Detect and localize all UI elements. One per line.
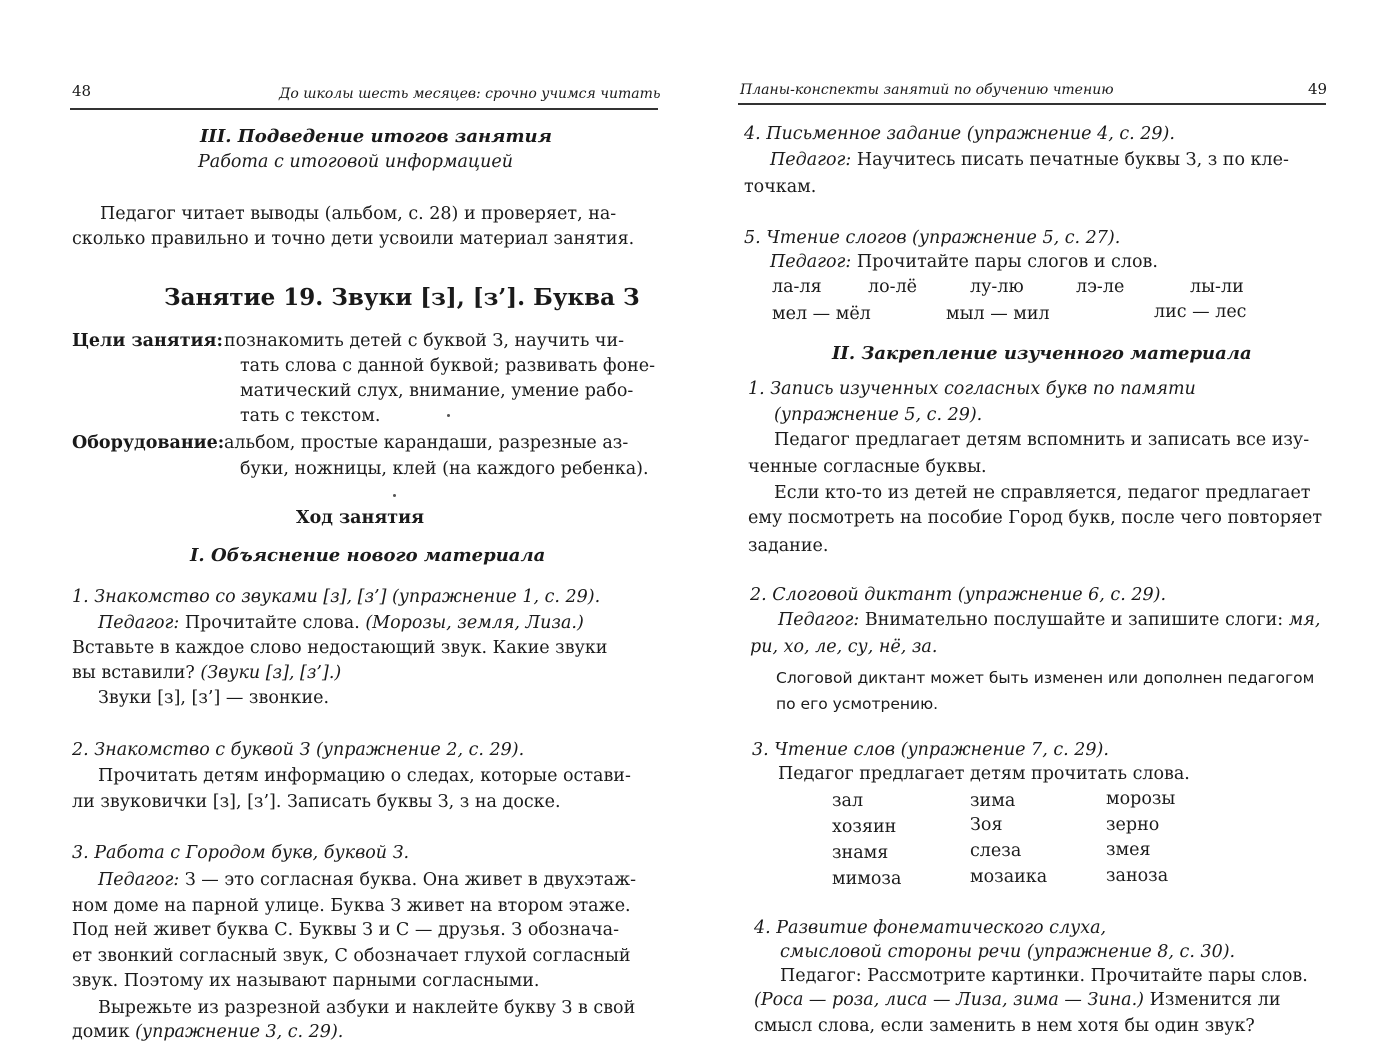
- word: морозы: [1106, 789, 1176, 809]
- equipment-line: альбом, простые карандаши, разрезные аз-: [224, 433, 629, 453]
- item-title: (упражнение 5, с. 29).: [774, 405, 983, 425]
- section-title: II. Закрепление изученного материала: [832, 343, 1252, 364]
- item-line: Под ней живет буква С. Буквы З и С — друзья. З обознача-: [72, 920, 620, 940]
- running-header: Планы-конспекты занятий по обучению чтению: [740, 82, 1114, 98]
- item-line: Прочитать детям информацию о следах, которые остави-: [98, 766, 631, 786]
- item-line: ему посмотреть на пособие Город букв, после чего повторяет: [748, 508, 1323, 528]
- word: хозяин: [832, 817, 897, 837]
- word-pair: мыл — мил: [946, 304, 1050, 324]
- print-speck: [447, 414, 450, 417]
- word: Зоя: [970, 815, 1003, 835]
- syllable: лу-лю: [970, 277, 1024, 297]
- item-line: ри, хо, ле, су, нё, за.: [750, 637, 938, 657]
- goals-line: тать с текстом.: [240, 406, 381, 426]
- goals-line: познакомить детей с буквой З, научить чи-: [224, 331, 625, 351]
- section-subtitle: Работа с итоговой информацией: [198, 152, 513, 172]
- item-line: ли звуковички [з], [з’]. Записать буквы З, з на доске.: [72, 792, 561, 812]
- syllable: ло-лё: [868, 277, 918, 297]
- item-line: Педагог: Рассмотрите картинки. Прочитайте пары слов.: [780, 966, 1308, 986]
- item-line: Педагог: Прочитайте слова. (Морозы, земля, Лиза.): [98, 613, 584, 633]
- item-line: звук. Поэтому их называют парными согласными.: [72, 971, 540, 991]
- item-title: 1. Запись изученных согласных букв по памяти: [748, 379, 1196, 399]
- item-title: 4. Развитие фонематического слуха,: [754, 918, 1107, 938]
- word: мимоза: [832, 869, 902, 889]
- course-heading: Ход занятия: [296, 508, 425, 528]
- word: змея: [1106, 840, 1151, 860]
- item-line: смысл слова, если заменить в нем хотя бы один звук?: [754, 1016, 1255, 1036]
- item-line: Педагог: Научитесь писать печатные буквы З, з по кле-: [770, 150, 1289, 170]
- syllable: ла-ля: [772, 277, 822, 297]
- item-line: Звуки [з], [з’] — звонкие.: [98, 688, 330, 708]
- word-pair: лис — лес: [1154, 302, 1247, 322]
- syllable: лы-ли: [1190, 277, 1244, 297]
- item-title: 3. Работа с Городом букв, буквой З.: [72, 843, 410, 863]
- word: зерно: [1106, 815, 1160, 835]
- item-line: (Роса — роза, лиса — Лиза, зима — Зина.) Изменится ли: [754, 990, 1281, 1010]
- item-line: Педагог: Прочитайте пары слогов и слов.: [770, 252, 1158, 272]
- goals-label: Цели занятия:: [72, 331, 223, 351]
- word: зал: [832, 791, 864, 811]
- item-line: ет звонкий согласный звук, С обозначает глухой согласный: [72, 946, 631, 966]
- item-line: Если кто-то из детей не справляется, педагог предлагает: [774, 483, 1311, 503]
- item-line: Вырежьте из разрезной азбуки и наклейте букву З в свой: [98, 998, 636, 1018]
- item-title: 2. Знакомство с буквой З (упражнение 2, с. 29).: [72, 740, 525, 760]
- goals-line: матический слух, внимание, умение рабо-: [240, 381, 634, 401]
- paragraph-line: сколько правильно и точно дети усвоили материал занятия.: [72, 229, 635, 249]
- item-title: смысловой стороны речи (упражнение 8, с. 30).: [780, 942, 1236, 962]
- item-line: Педагог: Внимательно послушайте и запишите слоги: мя,: [778, 610, 1321, 630]
- word: зима: [970, 791, 1016, 811]
- running-header: До школы шесть месяцев: срочно учимся читать: [279, 86, 661, 102]
- header-rule: [738, 103, 1326, 105]
- item-title: 2. Слоговой диктант (упражнение 6, с. 29).: [750, 585, 1167, 605]
- item-line: домик (упражнение 3, с. 29).: [72, 1022, 344, 1042]
- goals-line: тать слова с данной буквой; развивать фоне-: [240, 356, 656, 376]
- item-line: Вставьте в каждое слово недостающий звук. Какие звуки: [72, 638, 608, 658]
- item-title: 3. Чтение слов (упражнение 7, с. 29).: [752, 740, 1109, 760]
- item-line: Педагог: З — это согласная буква. Она живет в двухэтаж-: [98, 870, 637, 890]
- equipment-label: Оборудование:: [72, 433, 225, 453]
- note-line: Слоговой диктант может быть изменен или дополнен педагогом: [776, 669, 1315, 687]
- page-number: 49: [1308, 80, 1328, 98]
- section-title: III. Подведение итогов занятия: [200, 126, 552, 147]
- lesson-title: Занятие 19. Звуки [з], [з’]. Буква З: [164, 284, 640, 311]
- item-title: 4. Письменное задание (упражнение 4, с. 29).: [744, 124, 1175, 144]
- item-line: задание.: [748, 536, 829, 556]
- item-line: ченные согласные буквы.: [748, 457, 987, 477]
- item-line: Педагог предлагает детям прочитать слова.: [778, 764, 1190, 784]
- word: знамя: [832, 843, 889, 863]
- word-pair: мел — мёл: [772, 304, 871, 324]
- word: мозаика: [970, 867, 1048, 887]
- word: заноза: [1106, 866, 1169, 886]
- note-line: по его усмотрению.: [776, 695, 939, 713]
- item-title: 5. Чтение слогов (упражнение 5, с. 27).: [744, 228, 1121, 248]
- item-line: вы вставили? (Звуки [з], [з’].): [72, 663, 342, 683]
- page-number: 48: [72, 82, 92, 100]
- item-line: ном доме на парной улице. Буква З живет на втором этаже.: [72, 896, 631, 916]
- syllable: лэ-ле: [1076, 277, 1125, 297]
- right-page: [694, 0, 1388, 1045]
- item-line: Педагог предлагает детям вспомнить и записать все изу-: [774, 430, 1310, 450]
- word: слеза: [970, 841, 1022, 861]
- section-title: I. Объяснение нового материала: [190, 545, 546, 566]
- item-title: 1. Знакомство со звуками [з], [з’] (упражнение 1, с. 29).: [72, 587, 601, 607]
- header-rule: [70, 108, 658, 110]
- print-speck: [393, 494, 396, 497]
- item-line: точкам.: [744, 177, 817, 197]
- equipment-line: буки, ножницы, клей (на каждого ребенка).: [240, 459, 649, 479]
- paragraph-line: Педагог читает выводы (альбом, с. 28) и проверяет, на-: [100, 204, 617, 224]
